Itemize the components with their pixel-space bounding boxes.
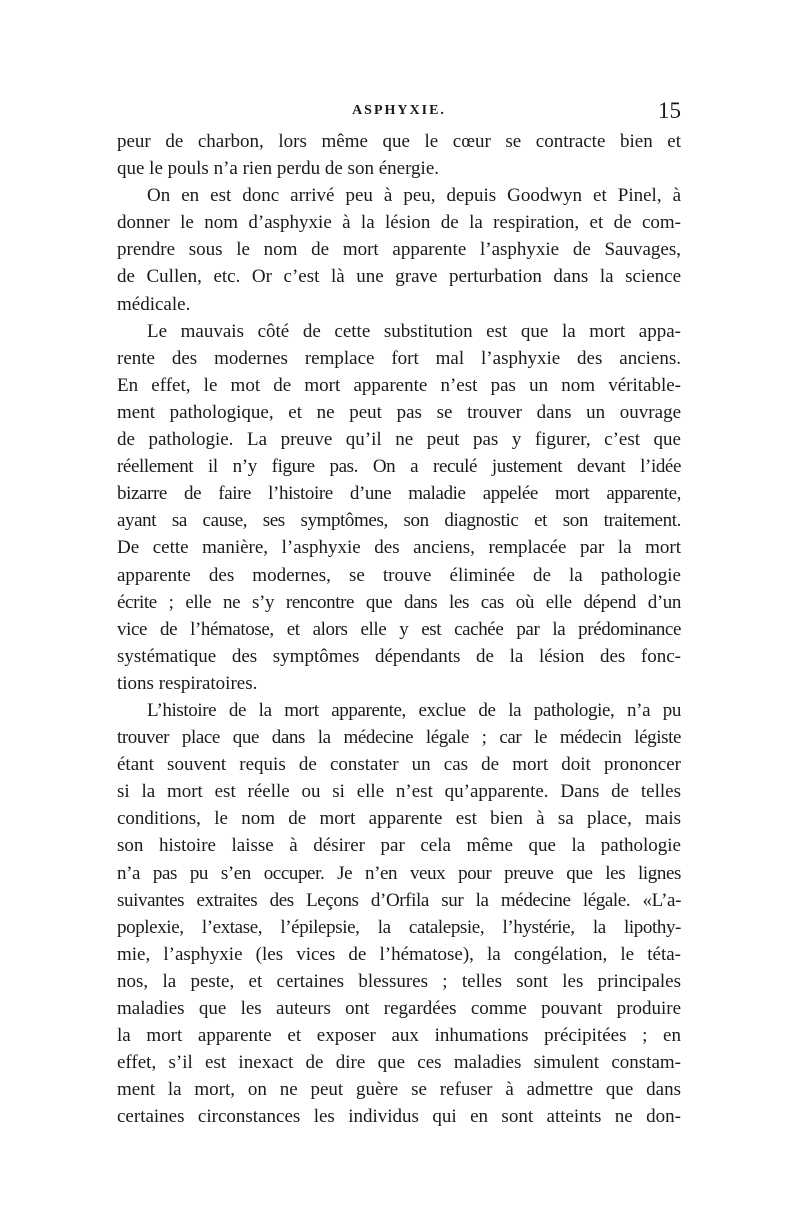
text-line: trouver place que dans la médecine légale ; car le médecin légiste [117, 727, 681, 749]
text-line: n’a pas pu s’en occuper. Je n’en veux pour preuve que les lignes [117, 862, 681, 884]
text-line: certaines circonstances les individus qui en sont atteints ne don- [117, 1106, 681, 1128]
text-line: prendre sous le nom de mort apparente l’asphyxie de Sauvages, [117, 239, 681, 261]
text-line: En effet, le mot de mort apparente n’est pas un nom véritable- [117, 374, 681, 396]
text-line: suivantes extraites des Leçons d’Orfila sur la médecine légale. «L’a- [117, 889, 681, 911]
text-line: ment la mort, on ne peut guère se refuser à admettre que dans [117, 1079, 681, 1101]
text-line: nos, la peste, et certaines blessures ; telles sont les principales [117, 970, 681, 992]
text-line: L’histoire de la mort apparente, exclue de la pathologie, n’a pu [147, 699, 681, 721]
text-line: étant souvent requis de constater un cas de mort doit prononcer [117, 754, 681, 776]
text-line: peur de charbon, lors même que le cœur se contracte bien et [117, 131, 681, 152]
text-line: écrite ; elle ne s’y rencontre que dans les cas où elle dépend d’un [117, 591, 681, 613]
text-line: réellement il n’y figure pas. On a reculé justement devant l’idée [117, 456, 681, 478]
text-line: vice de l’hématose, et alors elle y est cachée par la prédominance [117, 618, 681, 640]
text-line: ayant sa cause, ses symptômes, son diagnostic et son traitement. [117, 510, 681, 532]
text-line: rente des modernes remplace fort mal l’asphyxie des anciens. [117, 347, 681, 369]
body-text [117, 128, 681, 1130]
text-line: On en est donc arrivé peu à peu, depuis Goodwyn et Pinel, à [147, 185, 681, 207]
text-line: ment pathologique, et ne peut pas se trouver dans un ouvrage [117, 401, 681, 423]
text-line: de Cullen, etc. Or c’est là une grave perturbation dans la science [117, 266, 681, 288]
text-line: donner le nom d’asphyxie à la lésion de la respiration, et de com- [117, 212, 681, 234]
text-line: de pathologie. La preuve qu’il ne peut pas y figurer, c’est que [117, 429, 681, 451]
text-line: effet, s’il est inexact de dire que ces maladies simulent constam- [117, 1052, 681, 1074]
text-line: conditions, le nom de mort apparente est bien à sa place, mais [117, 808, 681, 830]
text-line: systématique des symptômes dépendants de la lésion des fonc- [117, 645, 681, 667]
text-line: maladies que les auteurs ont regardées comme pouvant produire [117, 998, 681, 1019]
text-line: tions respiratoires. [117, 672, 258, 694]
text-line: bizarre de faire l’histoire d’une maladie appelée mort apparente, [117, 483, 681, 505]
running-head [117, 98, 681, 124]
page-number: 15 [658, 98, 681, 123]
text-line: si la mort est réelle ou si elle n’est qu’apparente. Dans de telles [117, 781, 681, 803]
text-line: mie, l’asphyxie (les vices de l’hématose), la congélation, le téta- [117, 943, 681, 965]
text-line: médicale. [117, 293, 191, 315]
text-line: apparente des modernes, se trouve éliminée de la pathologie [117, 564, 681, 586]
text-line: De cette manière, l’asphyxie des anciens, remplacée par la mort [117, 537, 681, 559]
text-line: Le mauvais côté de cette substitution est que la mort appa- [147, 320, 681, 342]
text-line: la mort apparente et exposer aux inhumations précipitées ; en [117, 1025, 681, 1047]
running-title: ASPHYXIE. [352, 103, 446, 118]
text-line: poplexie, l’extase, l’épilepsie, la catalepsie, l’hystérie, la lipothy- [117, 916, 681, 938]
text-line: son histoire laisse à désirer par cela même que la pathologie [117, 835, 681, 857]
text-line: que le pouls n’a rien perdu de son énergie. [117, 158, 440, 180]
